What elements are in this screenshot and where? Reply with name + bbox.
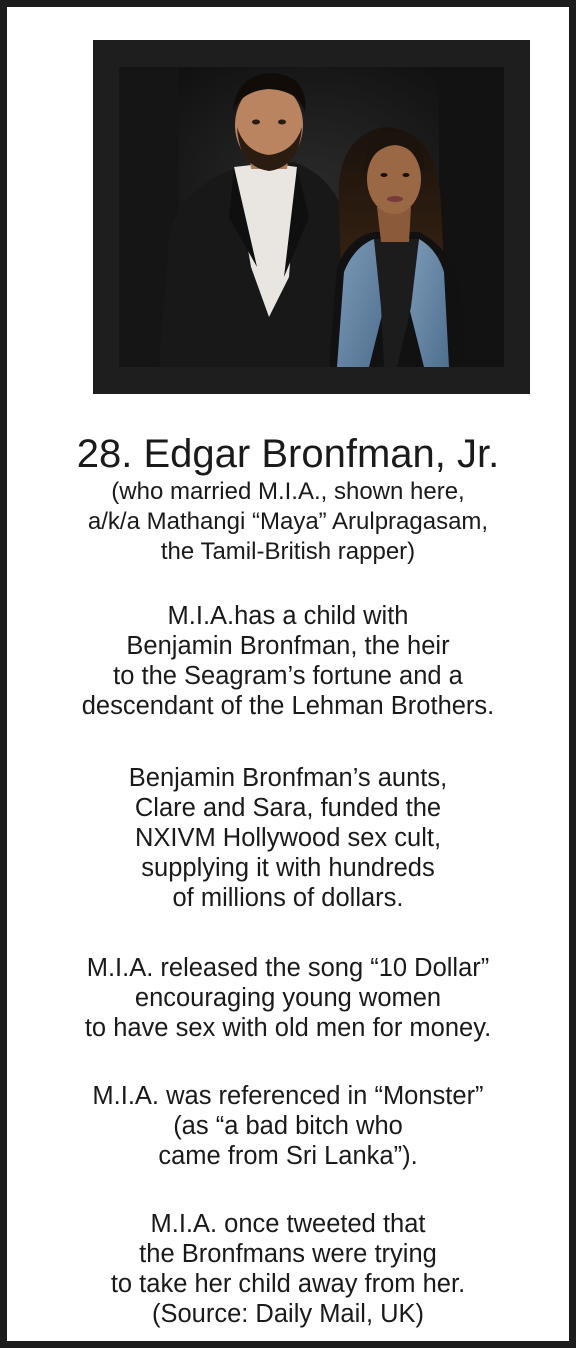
paragraph-line: M.I.A. released the song “10 Dollar” [86,954,490,982]
subtitle-line: a/k/a Mathangi “Maya” Arulpragasam, [87,508,489,535]
paragraph-line: M.I.A. once tweeted that [150,1210,426,1238]
person-subtitle [7,477,569,567]
couple-photo [119,67,504,367]
paragraph-child [7,601,569,721]
paragraph-line: Benjamin Bronfman, the heir [126,632,450,660]
paragraph-tweet [7,1209,569,1329]
paragraph-line: to the Seagram’s fortune and a [113,662,463,690]
paragraph-line: NXIVM Hollywood sex cult, [134,824,442,852]
paragraph-line: the Bronfmans were trying [139,1240,437,1268]
paragraph-line: Clare and Sara, funded the [134,794,442,822]
paragraph-song [7,953,569,1043]
person-title: 28. Edgar Bronfman, Jr. [76,432,500,476]
paragraph-line: M.I.A. was referenced in “Monster” [92,1082,484,1110]
paragraph-monster [7,1081,569,1171]
paragraph-line: came from Sri Lanka”). [158,1142,418,1170]
paragraph-aunts [7,763,569,913]
couple-photo-illustration [119,67,504,367]
paragraph-line: of millions of dollars. [172,884,404,912]
photo-frame [93,40,530,394]
paragraph-line: to have sex with old men for money. [84,1014,492,1042]
subtitle-line: the Tamil-British rapper) [160,538,416,565]
paragraph-line: to take her child away from her. [110,1270,466,1298]
paragraph-line: (Source: Daily Mail, UK) [151,1300,425,1328]
paragraph-line: (as “a bad bitch who [173,1112,403,1140]
paragraph-line: supplying it with hundreds [141,854,435,882]
paragraph-line: Benjamin Bronfman’s aunts, [128,764,448,792]
paragraph-line: M.I.A.has a child with [167,602,409,630]
paragraph-line: descendant of the Lehman Brothers. [81,692,495,720]
paragraph-line: encouraging young women [134,984,442,1012]
subtitle-line: (who married M.I.A., shown here, [111,478,465,505]
